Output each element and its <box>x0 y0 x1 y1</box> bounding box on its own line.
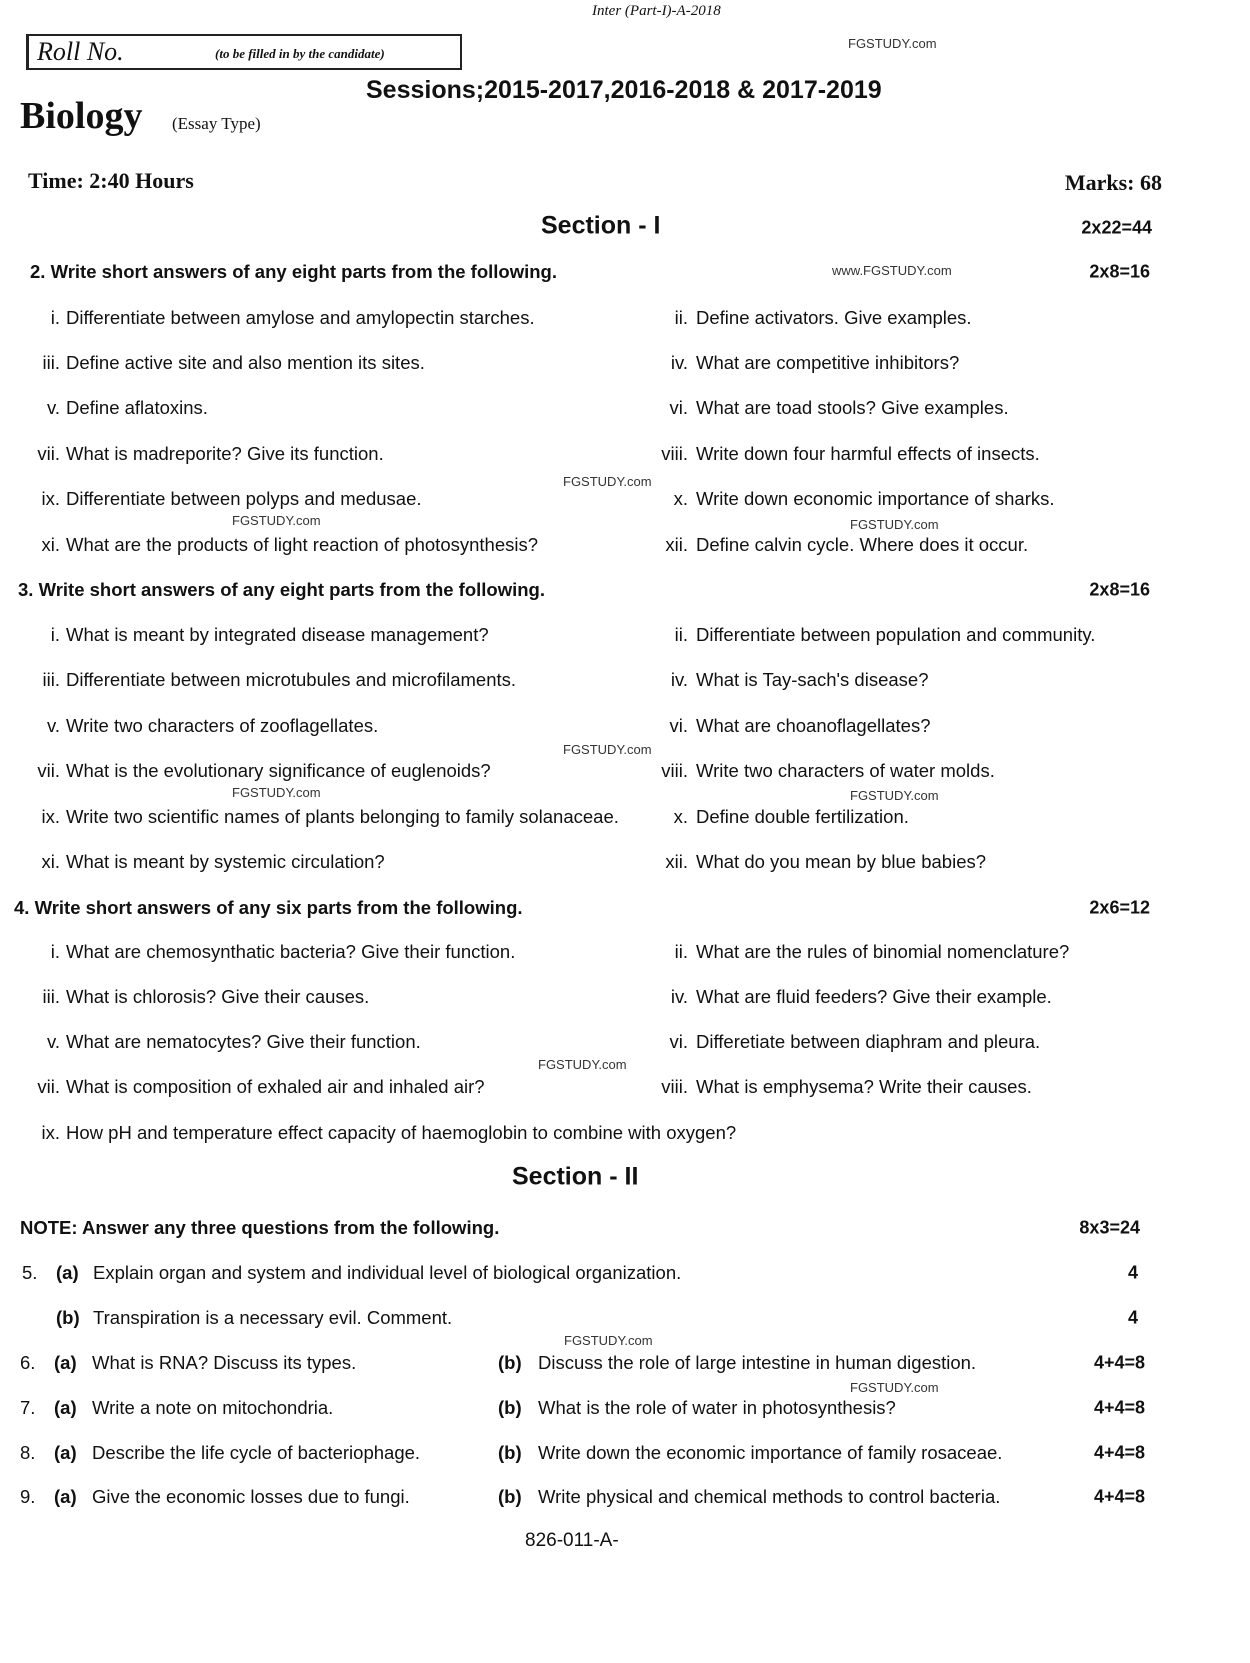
question-part: What is emphysema? Write their causes. <box>696 1076 1032 1097</box>
part-number: xii. <box>665 534 688 555</box>
question-number: 7. <box>20 1397 36 1418</box>
part-number: ii. <box>674 941 688 962</box>
question-part: Differentiate between microtubules and microfilaments. <box>66 669 517 690</box>
question-part: Write two characters of water molds. <box>696 760 995 781</box>
part-number: vii. <box>37 1076 60 1097</box>
question-part: What is Tay-sach's disease? <box>696 669 929 690</box>
watermark: FGSTUDY.com <box>232 513 321 528</box>
question-marks: 2x8=16 <box>1089 261 1150 282</box>
part-number: v. <box>46 715 60 736</box>
question-part: What are competitive inhibitors? <box>696 352 960 373</box>
question-part: What is chlorosis? Give their causes. <box>66 986 370 1007</box>
question-part: What are the rules of binomial nomenclature? <box>696 941 1070 962</box>
part-number: iii. <box>42 669 60 690</box>
part-number: i. <box>50 941 60 962</box>
part-b-label: (b) <box>56 1307 80 1328</box>
question-part-a: What is RNA? Discuss its types. <box>92 1352 357 1373</box>
part-number: v. <box>46 397 60 418</box>
paper-code: Inter (Part-I)-A-2018 <box>592 3 721 19</box>
question-part: What is composition of exhaled air and inhaled air? <box>66 1076 485 1097</box>
question-number: 5. <box>22 1262 38 1283</box>
subject-title: Biology <box>20 95 143 137</box>
question-marks: 4+4=8 <box>1093 1397 1145 1418</box>
part-number: vi. <box>669 397 688 418</box>
watermark: FGSTUDY.com <box>564 1333 653 1348</box>
part-number: xi. <box>41 851 60 872</box>
part-marks: 4 <box>1127 1262 1138 1283</box>
question-number: 9. <box>20 1486 36 1507</box>
part-a-label: (a) <box>54 1442 77 1463</box>
question-marks: 4+4=8 <box>1093 1442 1145 1463</box>
part-number: xi. <box>41 534 60 555</box>
question-part: What is the evolutionary significance of euglenoids? <box>66 760 491 781</box>
part-number: vi. <box>669 715 688 736</box>
question-marks: 2x8=16 <box>1089 579 1150 600</box>
question-part: Define aflatoxins. <box>66 397 208 418</box>
section-2-note: NOTE: Answer any three questions from the following. <box>20 1217 500 1238</box>
roll-label: Roll No. <box>37 37 124 66</box>
footer-code: 826-011-A- <box>525 1530 619 1551</box>
question-part: Define active site and also mention its sites. <box>66 352 425 373</box>
question-part: What are fluid feeders? Give their example. <box>696 986 1052 1007</box>
section-1-title: Section - I <box>541 211 661 240</box>
part-number: xii. <box>665 851 688 872</box>
watermark: www.FGSTUDY.com <box>832 263 952 278</box>
part-b-label: (b) <box>498 1352 522 1373</box>
part-b-label: (b) <box>498 1486 522 1507</box>
question-part: Define calvin cycle. Where does it occur. <box>696 534 1029 555</box>
question-marks: 4+4=8 <box>1093 1352 1145 1373</box>
question-part: What are the products of light reaction of photosynthesis? <box>66 534 539 555</box>
question-part-b: Discuss the role of large intestine in human digestion. <box>538 1352 977 1373</box>
part-number: iii. <box>42 986 60 1007</box>
question-part: Differentiate between amylose and amylopectin starches. <box>66 307 535 328</box>
part-a-label: (a) <box>56 1262 79 1283</box>
question-heading: 3. Write short answers of any eight parts from the following. <box>18 579 545 600</box>
part-number: ix. <box>41 488 60 509</box>
question-part-b: Write physical and chemical methods to control bacteria. <box>538 1486 1001 1507</box>
part-marks: 4 <box>1127 1307 1138 1328</box>
part-number: i. <box>50 624 60 645</box>
part-number: iv. <box>670 352 688 373</box>
question-number: 8. <box>20 1442 36 1463</box>
question-part: What is madreporite? Give its function. <box>66 443 384 464</box>
paper-type: (Essay Type) <box>172 114 261 133</box>
watermark: FGSTUDY.com <box>848 36 937 51</box>
part-number: viii. <box>661 760 688 781</box>
question-part: How pH and temperature effect capacity of haemoglobin to combine with oxygen? <box>66 1122 737 1143</box>
part-number: ix. <box>41 1122 60 1143</box>
part-b-label: (b) <box>498 1397 522 1418</box>
part-number: iii. <box>42 352 60 373</box>
watermark: FGSTUDY.com <box>850 788 939 803</box>
question-part: Write down four harmful effects of insects. <box>696 443 1040 464</box>
question-heading: 4. Write short answers of any six parts from the following. <box>14 897 523 918</box>
part-number: iv. <box>670 669 688 690</box>
question-part-b: What is the role of water in photosynthesis? <box>538 1397 896 1418</box>
question-part: What are nematocytes? Give their function. <box>66 1031 421 1052</box>
part-number: vii. <box>37 443 60 464</box>
watermark: FGSTUDY.com <box>563 474 652 489</box>
question-part-b: Write down the economic importance of family rosaceae. <box>538 1442 1003 1463</box>
question-part: Define activators. Give examples. <box>696 307 972 328</box>
question-part-b: Transpiration is a necessary evil. Comment. <box>93 1307 453 1328</box>
question-part: Differentiate between population and community. <box>696 624 1096 645</box>
question-part: What do you mean by blue babies? <box>696 851 987 872</box>
question-part: Differentiate between polyps and medusae. <box>66 488 422 509</box>
question-part: Define double fertilization. <box>696 806 909 827</box>
part-number: iv. <box>670 986 688 1007</box>
section-1-marks: 2x22=44 <box>1081 217 1152 238</box>
question-part: What are choanoflagellates? <box>696 715 931 736</box>
total-marks: Marks: 68 <box>1064 170 1162 195</box>
section-2-note-marks: 8x3=24 <box>1079 1217 1140 1238</box>
question-part: What are toad stools? Give examples. <box>696 397 1009 418</box>
part-number: ii. <box>674 307 688 328</box>
question-part-a: Give the economic losses due to fungi. <box>92 1486 410 1507</box>
question-marks: 2x6=12 <box>1089 897 1150 918</box>
question-part: What is meant by integrated disease management? <box>66 624 489 645</box>
part-number: viii. <box>661 1076 688 1097</box>
part-number: x. <box>673 488 688 509</box>
section-2-title: Section - II <box>512 1162 639 1191</box>
part-number: i. <box>50 307 60 328</box>
part-number: vii. <box>37 760 60 781</box>
question-part-a: Write a note on mitochondria. <box>92 1397 334 1418</box>
question-part: What are chemosynthatic bacteria? Give their function. <box>66 941 516 962</box>
part-a-label: (a) <box>54 1352 77 1373</box>
part-a-label: (a) <box>54 1486 77 1507</box>
watermark: FGSTUDY.com <box>850 517 939 532</box>
question-marks: 4+4=8 <box>1093 1486 1145 1507</box>
question-part: Write two scientific names of plants belonging to family solanaceae. <box>66 806 619 827</box>
roll-number-box[interactable] <box>26 34 462 70</box>
part-b-label: (b) <box>498 1442 522 1463</box>
roll-hint: (to be filled in by the candidate) <box>215 46 385 61</box>
question-part: What is meant by systemic circulation? <box>66 851 385 872</box>
question-part: Differetiate between diaphram and pleura. <box>696 1031 1041 1052</box>
part-number: ix. <box>41 806 60 827</box>
part-number: viii. <box>661 443 688 464</box>
watermark: FGSTUDY.com <box>563 742 652 757</box>
question-part-a: Describe the life cycle of bacteriophage. <box>92 1442 421 1463</box>
watermark: FGSTUDY.com <box>538 1057 627 1072</box>
part-number: v. <box>46 1031 60 1052</box>
question-heading: 2. Write short answers of any eight parts from the following. <box>30 261 557 282</box>
part-number: vi. <box>669 1031 688 1052</box>
question-number: 6. <box>20 1352 36 1373</box>
question-part-a: Explain organ and system and individual level of biological organization. <box>93 1262 682 1283</box>
part-number: ii. <box>674 624 688 645</box>
part-number: x. <box>673 806 688 827</box>
watermark: FGSTUDY.com <box>850 1380 939 1395</box>
watermark: FGSTUDY.com <box>232 785 321 800</box>
question-part: Write down economic importance of sharks. <box>696 488 1055 509</box>
part-a-label: (a) <box>54 1397 77 1418</box>
sessions: Sessions;2015-2017,2016-2018 & 2017-2019 <box>366 76 882 104</box>
question-part: Write two characters of zooflagellates. <box>66 715 379 736</box>
time: Time: 2:40 Hours <box>28 168 194 193</box>
